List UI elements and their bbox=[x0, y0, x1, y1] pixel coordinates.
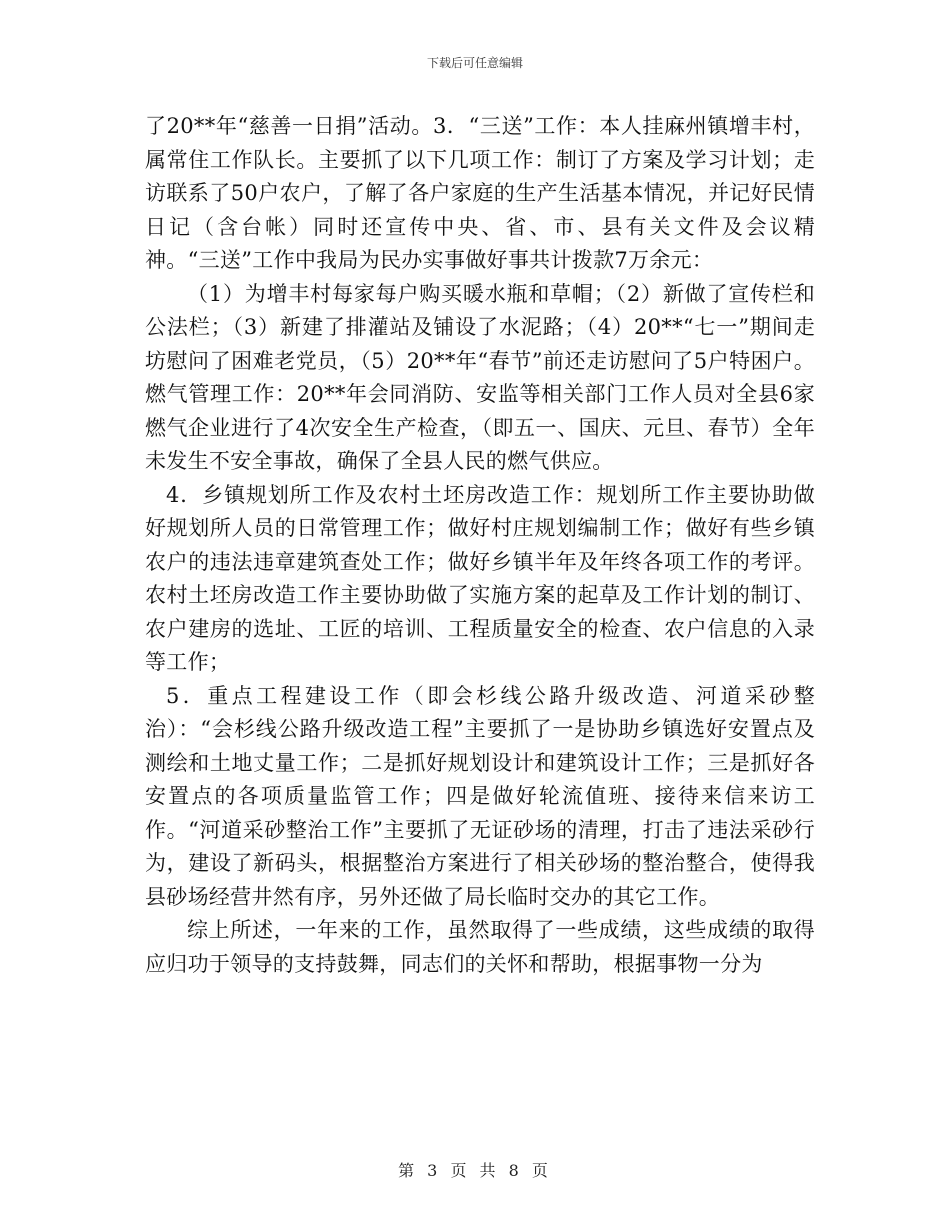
paragraph-5: 综上所述，一年来的工作，虽然取得了一些成绩，这些成绩的取得应归功于领导的支持鼓舞，同志们的关怀和帮助，根据事物一分为 bbox=[145, 918, 815, 976]
paragraph-1: 了20**年“慈善一日捐”活动。3．“三送”工作：本人挂麻州镇增丰村，属常住工作队长。主要抓了以下几项工作：制订了方案及学习计划；走访联系了50户农户，了解了各户家庭的生产生活基本情况，并记好民情日记（含台帐）同时还宣传中央、省、市、县有关文件及会议精神。“三送”工作中我局为民办实事做好事共计拨款7万余元： bbox=[145, 114, 815, 272]
paragraph-2: （1）为增丰村每家每户购买暖水瓶和草帽；（2）新做了宣传栏和公法栏；（3）新建了排灌站及铺设了水泥路；（4）20**“七一”期间走坊慰问了困难老党员，（5）20**年“春节”前还走访慰问了5户特困户。燃气管理工作：20**年会同消防、安监等相关部门工作人员对全县6家燃气企业进行了4次安全生产检查，（即五一、国庆、元旦、春节）全年未发生不安全事故，确保了全县人民的燃气供应。 bbox=[145, 281, 815, 473]
page-number-footer: 第 3 页 共 8 页 bbox=[398, 1161, 552, 1180]
paragraph-3: 4．乡镇规划所工作及农村土坯房改造工作：规划所工作主要协助做好规划所人员的日常管理工作；做好村庄规划编制工作；做好有些乡镇农户的违法违章建筑查处工作；做好乡镇半年及年终各项工作的考评。农村土坯房改造工作主要协助做了实施方案的起草及工作计划的制订、农户建房的选址、工匠的培训、工程质量安全的检查、农户信息的入录等工作； bbox=[145, 482, 815, 674]
page-header: 下载后可任意编辑 bbox=[426, 56, 523, 70]
document-body bbox=[145, 110, 815, 981]
paragraph-4: 5．重点工程建设工作（即会杉线公路升级改造、河道采砂整治）：“会杉线公路升级改造工程”主要抓了一是协助乡镇选好安置点及测绘和土地丈量工作；二是抓好规划设计和建筑设计工作；三是抓好各安置点的各项质量监管工作；四是做好轮流值班、接待来信来访工作。“河道采砂整治工作”主要抓了无证砂场的清理，打击了违法采砂行为，建设了新码头，根据整治方案进行了相关砂场的整治整合，使得我县砂场经营井然有序，另外还做了局长临时交办的其它工作。 bbox=[145, 683, 815, 909]
